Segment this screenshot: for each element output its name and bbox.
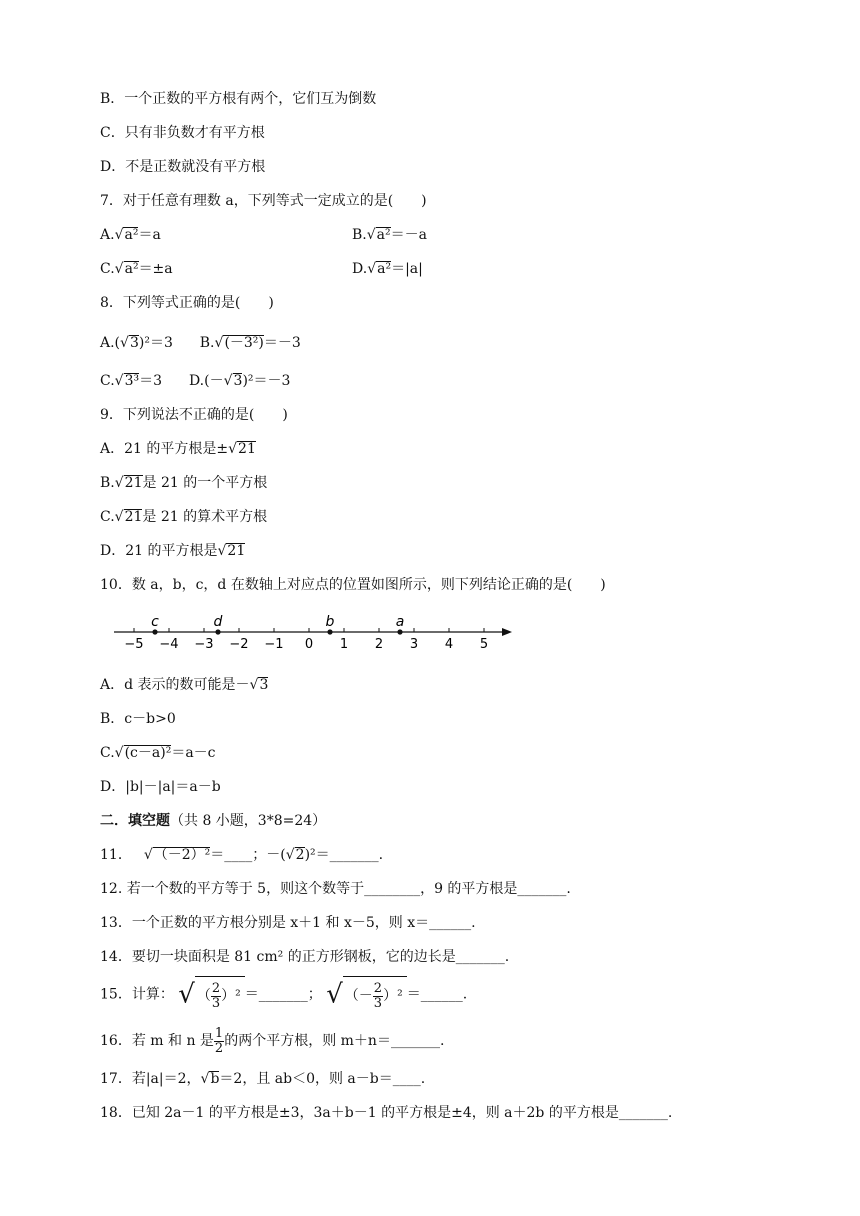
- q18: 18．已知 2a－1 的平方根是±3，3a＋b－1 的平方根是±4，则 a＋2b 的平方根是_______.: [100, 1105, 673, 1121]
- q10-stem: 10．数 a，b，c，d 在数轴上对应点的位置如图所示，则下列结论正确的是( ): [100, 577, 606, 593]
- point-a: [397, 629, 402, 634]
- point-d: [215, 629, 220, 634]
- section-note: （共 8 小题，3*8=24）: [170, 813, 327, 829]
- q15: 15．计算： √ （ $\frac{2}{3}$ ）² ＝_______； √ （－ $\frac{2}{3}$ ）² ＝______.: [100, 976, 467, 1013]
- q7-option-d: D.√a²＝|a|: [352, 261, 423, 277]
- q7-row2: [100, 260, 423, 278]
- q7-stem: 7．对于任意有理数 a，下列等式一定成立的是( ): [100, 193, 427, 209]
- q13: 13．一个正数的平方根分别是 x＋1 和 x－5，则 x＝______.: [100, 915, 476, 931]
- q8-option-a: A.(√3)²＝3: [100, 335, 173, 351]
- tick-label: −1: [264, 637, 284, 652]
- q10-option-a: A．d 表示的数可能是－√3: [100, 677, 269, 693]
- q9-option-b: B.√21是 21 的一个平方根: [100, 475, 268, 491]
- q8-stem: 8．下列等式正确的是( ): [100, 295, 274, 311]
- q12: 12. 若一个数的平方等于 5，则这个数等于________，9 的平方根是_______.: [100, 881, 571, 897]
- point-c: [152, 629, 157, 634]
- tick-label: −3: [194, 637, 214, 652]
- point-label-b: b: [325, 614, 335, 630]
- section-heading: [100, 812, 326, 830]
- number-line-figure: [108, 608, 518, 658]
- q10-option-d: D．|b|－|a|＝a－b: [100, 779, 221, 795]
- q8-option-c: C.√3³＝3: [100, 373, 163, 389]
- point-label-a: a: [395, 614, 405, 630]
- q8-row1: [100, 334, 301, 352]
- point-label-d: d: [213, 614, 223, 630]
- q10-option-b: B．c－b>0: [100, 711, 176, 727]
- q11: 11． √（－2）²＝____；－(√2)²＝_______.: [100, 847, 384, 863]
- tick-label: −2: [229, 637, 249, 652]
- q14: 14．要切一块面积是 81 cm² 的正方形钢板，它的边长是_______.: [100, 949, 510, 965]
- q6-option-d: D．不是正数就没有平方根: [100, 159, 266, 175]
- q15-radical-1: √ （ $\frac{2}{3}$ ）²: [178, 976, 244, 1013]
- q10-option-c: C.√(c－a)²＝a－c: [100, 745, 216, 761]
- tick-label: 0: [304, 637, 314, 652]
- tick-label: 5: [479, 637, 489, 652]
- q7-option-a: A.√a²＝a: [100, 227, 161, 243]
- q6-option-b: B．一个正数的平方根有两个，它们互为倒数: [100, 91, 377, 107]
- tick-label: −4: [159, 637, 179, 652]
- q9-option-c: C.√21是 21 的算术平方根: [100, 509, 268, 525]
- point-b: [327, 629, 332, 634]
- tick-label: 3: [409, 637, 419, 652]
- q16-fraction: $\frac{1}{2}$: [214, 1025, 224, 1056]
- q7-row1: [100, 226, 427, 244]
- section-title: 二．填空题: [100, 813, 170, 829]
- tick-label: 4: [444, 637, 454, 652]
- point-label-c: c: [151, 614, 159, 630]
- q8-row2: [100, 372, 290, 390]
- q7-option-c: C.√a²＝±a: [100, 261, 173, 277]
- q15-radical-2: √ （－ $\frac{2}{3}$ ）²: [326, 976, 406, 1013]
- q9-stem: 9．下列说法不正确的是( ): [100, 407, 288, 423]
- q8-option-b: B.√(－3²)＝－3: [199, 335, 301, 351]
- tick-label: 2: [374, 637, 384, 652]
- tick-label: 1: [339, 637, 349, 652]
- q9-option-a: A．21 的平方根是±√21: [100, 441, 256, 457]
- tick-label: −5: [124, 637, 144, 652]
- q6-option-c: C．只有非负数才有平方根: [100, 125, 265, 141]
- q8-option-d: D.(－√3)²＝－3: [188, 373, 291, 389]
- q17: 17．若|a|＝2，√b＝2，且 ab＜0，则 a－b＝____.: [100, 1071, 426, 1087]
- number-line-arrow: [502, 628, 512, 636]
- q16: 16．若 m 和 n 是 $\frac{1}{2}$ 的两个平方根，则 m＋n＝_______.: [100, 1025, 445, 1056]
- q7-option-b: B.√a²＝－a: [352, 227, 427, 243]
- q9-option-d: D．21 的平方根是√21: [100, 543, 246, 559]
